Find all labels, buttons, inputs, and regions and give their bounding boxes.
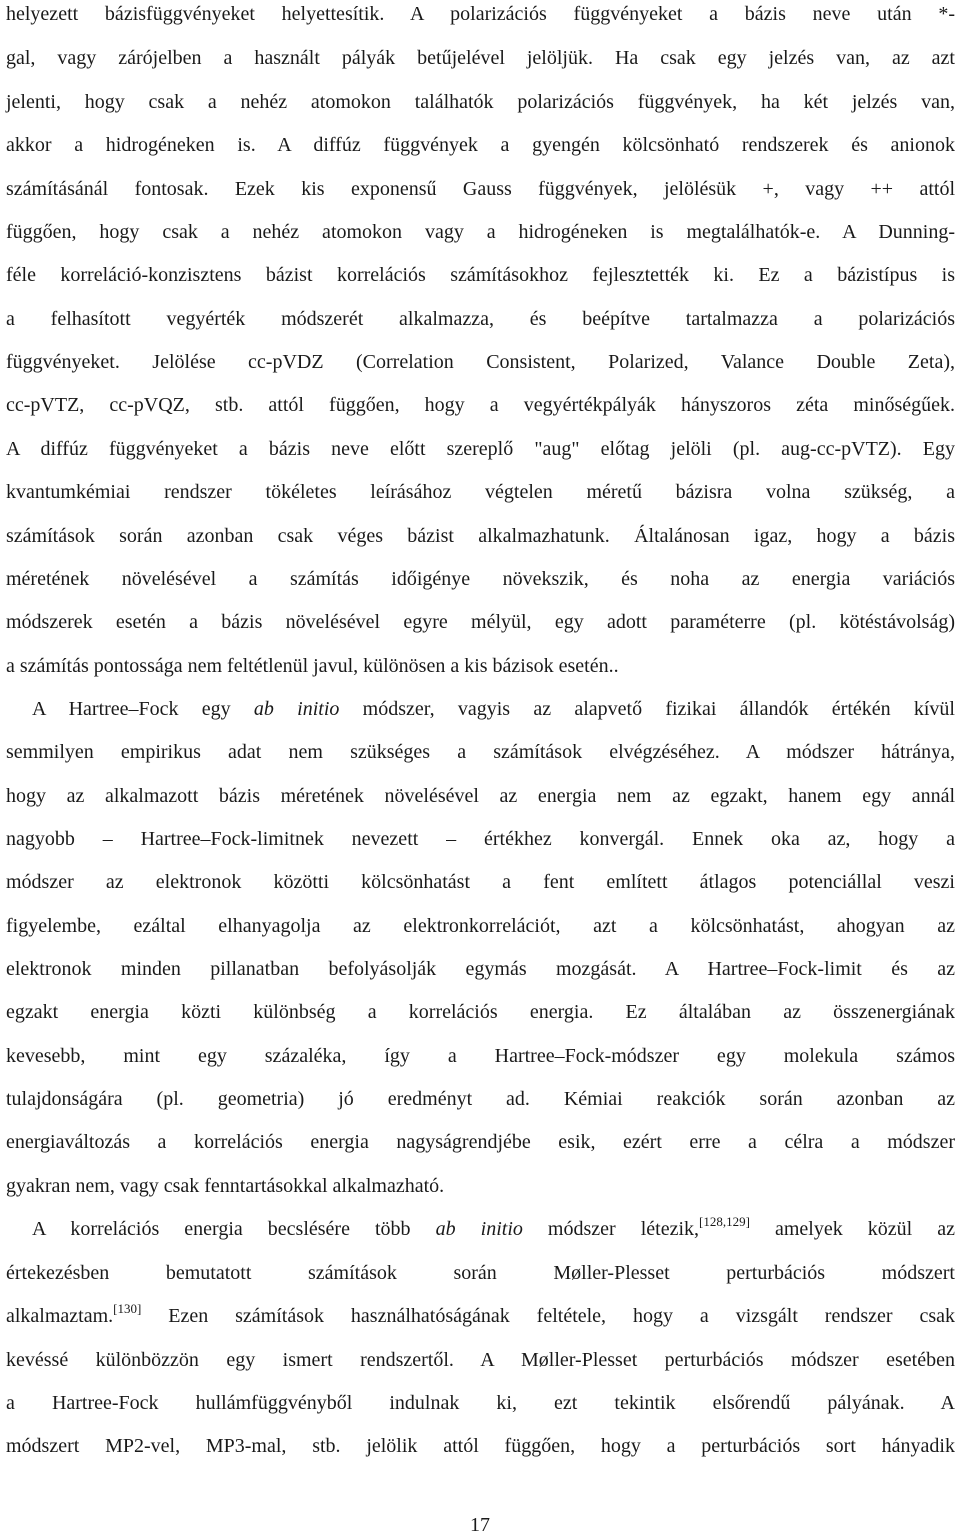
paragraph-1-line: cc-pVTZ, cc-pVQZ, stb. attól függően, hogy a vegyértékpályák hányszoros zéta minőségűek. <box>6 394 955 416</box>
paragraph-2-line: hogy az alkalmazott bázis méretének növelésével az energia nem az egzakt, hanem egy annál <box>6 785 955 807</box>
paragraph-1-line: gal, vagy zárójelben a használt pályák betűjelével jelöljük. Ha csak egy jelzés van, az azt <box>6 47 955 69</box>
text-run: alkalmaztam. <box>6 1305 114 1327</box>
paragraph-2-line: kevesebb, mint egy százaléka, így a Hartree–Fock-módszer egy molekula számos <box>6 1045 955 1067</box>
paragraph-2-line: elektronok minden pillanatban befolyásolják egymás mozgását. A Hartree–Fock-limit és az <box>6 958 955 980</box>
paragraph-2-line: nagyobb – Hartree–Fock-limitnek nevezett – értékhez konvergál. Ennek oka az, hogy a <box>6 828 955 850</box>
italic-term: ab initio <box>253 698 340 720</box>
text-run: módszer, vagyis az alapvető fizikai állandók értékén kívül <box>339 698 955 720</box>
text-run: Ezen számítások használhatóságának feltétele, hogy a vizsgált rendszer csak <box>141 1305 955 1327</box>
paragraph-1-line: módszerek esetén a bázis növelésével egyre mélyül, egy adott paraméterre (pl. kötéstávolság) <box>6 611 955 633</box>
paragraph-2-line: semmilyen empirikus adat nem szükséges a számítások elvégzéséhez. A módszer hátránya, <box>6 741 955 763</box>
paragraph-2-line: egzakt energia közti különbség a korrelációs energia. Ez általában az összenergiának <box>6 1001 955 1023</box>
paragraph-1-line: méretének növelésével a számítás időigénye növekszik, és noha az energia variációs <box>6 568 955 590</box>
text-run: A Hartree–Fock egy <box>32 698 254 720</box>
paragraph-1-line: akkor a hidrogéneken is. A diffúz függvények a gyengén kölcsönható rendszerek és anionok <box>6 134 955 156</box>
text-run: amelyek közül az <box>749 1218 956 1240</box>
paragraph-3-line: értekezésben bemutatott számítások során Møller-Plesset perturbációs módszert <box>6 1262 955 1284</box>
paragraph-1-line: helyezett bázisfüggvényeket helyettesítik. A polarizációs függvényeket a bázis neve után *- <box>6 3 955 25</box>
paragraph-2-last-line: gyakran nem, vagy csak fenntartásokkal alkalmazható. <box>6 1175 445 1197</box>
paragraph-2-line: tulajdonságára (pl. geometria) jó eredményt ad. Kémiai reakciók során azonban az <box>6 1088 955 1110</box>
paragraph-1-line: függően, hogy csak a nehéz atomokon vagy a hidrogéneken is megtalálhatók-e. A Dunning- <box>6 221 955 243</box>
paragraph-1-line: A diffúz függvényeket a bázis neve előtt szereplő "aug" előtag jelöli (pl. aug-cc-pVTZ). Egy <box>6 438 955 460</box>
text-run: A korrelációs energia becslésére több <box>32 1218 436 1240</box>
paragraph-2-line: módszer az elektronok közötti kölcsönhatást a fent említett átlagos potenciállal veszi <box>6 871 955 893</box>
paragraph-2-line: energiaváltozás a korrelációs energia nagyságrendjébe esik, ezért erre a célra a módszer <box>6 1131 955 1153</box>
paragraph-2-first-line <box>32 696 955 722</box>
paragraph-1-last-line: a számítás pontossága nem feltétlenül javul, különösen a kis bázisok esetén.. <box>6 655 619 677</box>
paragraph-1-line: jelenti, hogy csak a nehéz atomokon találhatók polarizációs függvények, ha két jelzés van, <box>6 91 955 113</box>
text-run: módszer létezik, <box>522 1218 700 1240</box>
paragraph-1-line: számításánál fontosak. Ezek kis exponensű Gauss függvények, jelölésük +, vagy ++ attól <box>6 178 955 200</box>
paragraph-3-line <box>6 1303 955 1329</box>
page-number: 17 <box>470 1514 490 1536</box>
citation-reference: [130] <box>113 1301 142 1316</box>
paragraph-3-line: módszert MP2-vel, MP3-mal, stb. jelölik attól függően, hogy a perturbációs sort hányadik <box>6 1435 955 1457</box>
paragraph-2-line: figyelembe, ezáltal elhanyagolja az elektronkorrelációt, azt a kölcsönhatást, ahogyan az <box>6 915 955 937</box>
citation-reference: [128,129] <box>699 1214 750 1229</box>
italic-term: ab initio <box>435 1218 523 1240</box>
paragraph-3-line: kevéssé különbözzön egy ismert rendszertől. A Møller-Plesset perturbációs módszer esetében <box>6 1349 955 1371</box>
paragraph-1-line: számítások során azonban csak véges bázist alkalmazhatunk. Általánosan igaz, hogy a bázis <box>6 525 955 547</box>
paragraph-1-line: függvényeket. Jelölése cc-pVDZ (Correlation Consistent, Polarized, Valance Double Zeta), <box>6 351 955 373</box>
paragraph-1-line: a felhasított vegyérték módszerét alkalmazza, és beépítve tartalmazza a polarizációs <box>6 308 955 330</box>
paragraph-3-first-line <box>32 1216 955 1242</box>
paragraph-3-line: a Hartree-Fock hullámfüggvényből indulnak ki, ezt tekintik elsőrendű pályának. A <box>6 1392 955 1414</box>
paragraph-1-line: kvantumkémiai rendszer tökéletes leírásához végtelen méretű bázisra volna szükség, a <box>6 481 955 503</box>
paragraph-1-line: féle korreláció-konzisztens bázist korrelációs számításokhoz fejlesztették ki. Ez a bázistípus is <box>6 264 955 286</box>
